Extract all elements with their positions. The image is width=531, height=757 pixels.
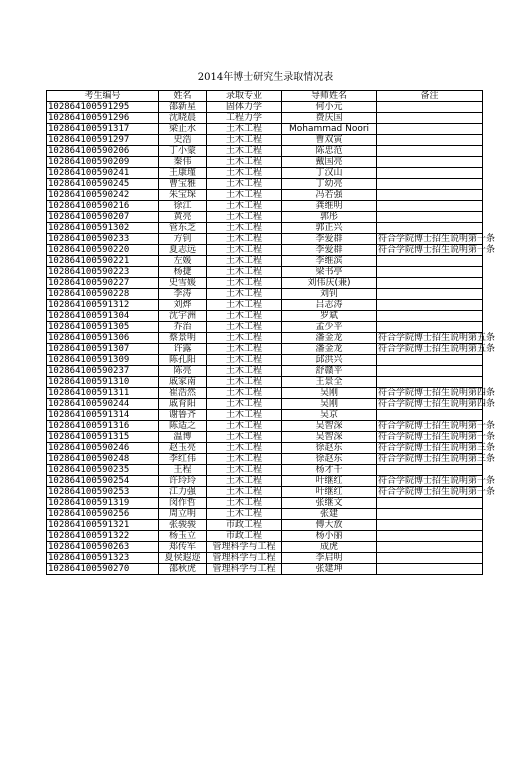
cell-name: 杨玉立 <box>159 531 207 542</box>
table-body <box>47 102 496 575</box>
table-row <box>47 399 483 410</box>
cell-candidate-id: 102864100591317 <box>47 124 159 135</box>
table-row <box>47 179 483 190</box>
cell-remarks: 符合学院博士招生说明第一条 <box>378 476 496 486</box>
cell-advisor: 曹双寅 <box>282 135 377 146</box>
cell-advisor: 丁汉山 <box>282 168 377 179</box>
cell-name: 王程 <box>159 465 207 476</box>
cell-candidate-id: 102864100590245 <box>47 179 159 190</box>
table-row <box>47 234 483 245</box>
cell-candidate-id: 102864100590206 <box>47 146 159 157</box>
cell-name: 蔡景明 <box>159 333 207 344</box>
cell-major: 工程力学 <box>207 113 282 124</box>
cell-major: 土木工程 <box>207 168 282 179</box>
cell-major: 土木工程 <box>207 311 282 322</box>
cell-name: 乔治 <box>159 322 207 333</box>
cell-major: 土木工程 <box>207 377 282 388</box>
cell-remarks <box>377 157 483 168</box>
table-row <box>47 509 483 520</box>
cell-candidate-id: 102864100590207 <box>47 212 159 223</box>
cell-advisor: 王景全 <box>282 377 377 388</box>
cell-advisor: 刘伟庆(兼) <box>282 278 377 289</box>
cell-candidate-id: 102864100591312 <box>47 300 159 311</box>
cell-advisor: 吴刚 <box>282 388 377 399</box>
cell-remarks <box>377 410 483 421</box>
cell-major: 土木工程 <box>207 267 282 278</box>
cell-remarks <box>377 509 483 520</box>
cell-candidate-id: 102864100590241 <box>47 168 159 179</box>
cell-advisor: 丁幼亮 <box>282 179 377 190</box>
cell-remarks: 符合学院博士招生说明第四条 <box>378 399 496 409</box>
cell-candidate-id: 102864100591305 <box>47 322 159 333</box>
cell-advisor: 潘金龙 <box>282 333 377 344</box>
cell-candidate-id: 102864100591323 <box>47 553 159 564</box>
cell-advisor: 梁书亭 <box>282 267 377 278</box>
cell-candidate-id: 102864100590221 <box>47 256 159 267</box>
cell-name: 周立明 <box>159 509 207 520</box>
cell-name: 曹宝雅 <box>159 179 207 190</box>
table-row <box>47 190 483 201</box>
cell-candidate-id: 102864100591319 <box>47 498 159 509</box>
cell-name: 管东芝 <box>159 223 207 234</box>
cell-name: 梁止水 <box>159 124 207 135</box>
cell-name: 左媛 <box>159 256 207 267</box>
cell-remarks <box>377 300 483 311</box>
cell-name: 史浩 <box>159 135 207 146</box>
cell-remarks <box>377 498 483 509</box>
table-row <box>47 476 483 487</box>
table-row <box>47 256 483 267</box>
cell-remarks <box>377 223 483 234</box>
cell-remarks <box>377 256 483 267</box>
table-row <box>47 146 483 157</box>
cell-candidate-id: 102864100590246 <box>47 443 159 454</box>
cell-candidate-id: 102864100590242 <box>47 190 159 201</box>
cell-major: 土木工程 <box>207 465 282 476</box>
cell-candidate-id: 102864100591295 <box>47 102 159 113</box>
cell-name: 谢鲁齐 <box>159 410 207 421</box>
cell-remarks <box>377 278 483 289</box>
cell-candidate-id: 102864100591314 <box>47 410 159 421</box>
cell-candidate-id: 102864100591315 <box>47 432 159 443</box>
cell-candidate-id: 102864100591321 <box>47 520 159 531</box>
cell-candidate-id: 102864100591309 <box>47 355 159 366</box>
cell-major: 土木工程 <box>207 454 282 465</box>
cell-remarks <box>377 179 483 190</box>
cell-remarks <box>377 146 483 157</box>
cell-name: 夏侯遐迩 <box>159 553 207 564</box>
cell-candidate-id: 102864100591297 <box>47 135 159 146</box>
cell-name: 许露 <box>159 344 207 355</box>
cell-major: 土木工程 <box>207 498 282 509</box>
cell-candidate-id: 102864100590254 <box>47 476 159 487</box>
cell-major: 土木工程 <box>207 124 282 135</box>
table-row <box>47 300 483 311</box>
cell-candidate-id: 102864100591296 <box>47 113 159 124</box>
cell-major: 土木工程 <box>207 410 282 421</box>
table-row <box>47 201 483 212</box>
cell-major: 土木工程 <box>207 245 282 256</box>
cell-advisor: 成虎 <box>282 542 377 553</box>
cell-major: 土木工程 <box>207 476 282 487</box>
cell-remarks: 符合学院博士招生说明第三条 <box>378 454 496 464</box>
cell-candidate-id: 102864100590263 <box>47 542 159 553</box>
table-row <box>47 553 483 564</box>
table-row <box>47 212 483 223</box>
cell-advisor: 吴京 <box>282 410 377 421</box>
cell-name: 戚育阳 <box>159 399 207 410</box>
table-row <box>47 102 483 113</box>
cell-name: 刘烨 <box>159 300 207 311</box>
cell-advisor: 龚维明 <box>282 201 377 212</box>
cell-remarks <box>377 311 483 322</box>
cell-major: 土木工程 <box>207 201 282 212</box>
cell-major: 土木工程 <box>207 344 282 355</box>
cell-name: 闵作哲 <box>159 498 207 509</box>
cell-candidate-id: 102864100590270 <box>47 564 159 575</box>
cell-remarks <box>377 168 483 179</box>
cell-candidate-id: 102864100590209 <box>47 157 159 168</box>
cell-advisor: 张建坤 <box>282 564 377 575</box>
cell-name: 邵秋虎 <box>159 564 207 575</box>
cell-major: 土木工程 <box>207 487 282 498</box>
cell-advisor: 冯若强 <box>282 190 377 201</box>
cell-candidate-id: 102864100590216 <box>47 201 159 212</box>
cell-name: 夏志远 <box>159 245 207 256</box>
header-advisor: 导师姓名 <box>282 91 377 102</box>
cell-candidate-id: 102864100590223 <box>47 267 159 278</box>
cell-advisor: 刘钊 <box>282 289 377 300</box>
cell-major: 土木工程 <box>207 388 282 399</box>
cell-candidate-id: 102864100591304 <box>47 311 159 322</box>
cell-candidate-id: 102864100591306 <box>47 333 159 344</box>
cell-remarks: 符合学院博士招生说明第一条 <box>378 245 496 255</box>
cell-major: 土木工程 <box>207 212 282 223</box>
header-row <box>47 91 483 102</box>
cell-advisor: 郭正兴 <box>282 223 377 234</box>
cell-advisor: 邱洪兴 <box>282 355 377 366</box>
table-row <box>47 366 483 377</box>
cell-major: 土木工程 <box>207 223 282 234</box>
cell-major: 土木工程 <box>207 399 282 410</box>
header-candidate-id: 考生编号 <box>47 91 159 102</box>
table-row <box>47 564 483 575</box>
cell-remarks <box>377 465 483 476</box>
cell-major: 土木工程 <box>207 256 282 267</box>
cell-advisor: 傅大放 <box>282 520 377 531</box>
cell-major: 管理科学与工程 <box>207 553 282 564</box>
cell-candidate-id: 102864100590244 <box>47 399 159 410</box>
cell-remarks: 符合学院博士招生说明第五条 <box>378 344 496 354</box>
cell-name: 陈适之 <box>159 421 207 432</box>
table-row <box>47 542 483 553</box>
cell-name: 张骏骏 <box>159 520 207 531</box>
cell-remarks <box>377 289 483 300</box>
cell-advisor: 戴国亮 <box>282 157 377 168</box>
cell-remarks <box>377 542 483 553</box>
table-row <box>47 135 483 146</box>
cell-name: 徐江 <box>159 201 207 212</box>
cell-remarks <box>377 102 483 113</box>
cell-name: 王康瑾 <box>159 168 207 179</box>
table-row <box>47 289 483 300</box>
cell-advisor: 李爱群 <box>282 234 377 245</box>
cell-candidate-id: 102864100590256 <box>47 509 159 520</box>
table-row <box>47 157 483 168</box>
cell-major: 土木工程 <box>207 157 282 168</box>
cell-name: 李红伟 <box>159 454 207 465</box>
cell-advisor: 罗斌 <box>282 311 377 322</box>
cell-advisor: 杨才千 <box>282 465 377 476</box>
cell-remarks <box>377 377 483 388</box>
table-row <box>47 432 483 443</box>
cell-major: 管理科学与工程 <box>207 542 282 553</box>
cell-advisor: 吕志涛 <box>282 300 377 311</box>
cell-advisor: 陈忠范 <box>282 146 377 157</box>
table-row <box>47 168 483 179</box>
table-row <box>47 454 483 465</box>
cell-major: 土木工程 <box>207 366 282 377</box>
cell-remarks: 符合学院博士招生说明第一条 <box>378 432 496 442</box>
header-name: 姓名 <box>159 91 207 102</box>
table-row <box>47 487 483 498</box>
cell-advisor: 徐赵东 <box>282 454 377 465</box>
cell-major: 土木工程 <box>207 289 282 300</box>
table-row <box>47 421 483 432</box>
table-row <box>47 520 483 531</box>
cell-name: 许玲玲 <box>159 476 207 487</box>
cell-advisor: 李启明 <box>282 553 377 564</box>
cell-remarks: 符合学院博士招生说明第一条 <box>378 234 496 244</box>
table-title: 2014年博士研究生录取情况表 <box>197 72 334 83</box>
cell-name: 方钊 <box>159 234 207 245</box>
cell-name: 丁小蒙 <box>159 146 207 157</box>
table-row <box>47 443 483 454</box>
table-row <box>47 355 483 366</box>
cell-major: 市政工程 <box>207 531 282 542</box>
cell-name: 陈孔阳 <box>159 355 207 366</box>
cell-major: 土木工程 <box>207 509 282 520</box>
table-row <box>47 377 483 388</box>
cell-remarks <box>377 135 483 146</box>
cell-major: 土木工程 <box>207 190 282 201</box>
cell-major: 土木工程 <box>207 443 282 454</box>
header-major: 录取专业 <box>207 91 282 102</box>
table-row <box>47 278 483 289</box>
cell-advisor: 张建 <box>282 509 377 520</box>
cell-remarks: 符合学院博士招生说明第一条 <box>378 487 496 497</box>
table-row <box>47 531 483 542</box>
table-row <box>47 410 483 421</box>
cell-advisor: 张继文 <box>282 498 377 509</box>
cell-remarks <box>377 531 483 542</box>
cell-remarks <box>377 355 483 366</box>
cell-candidate-id: 102864100590227 <box>47 278 159 289</box>
cell-name: 戚家南 <box>159 377 207 388</box>
cell-advisor: 郭彤 <box>282 212 377 223</box>
cell-name: 赵玉亮 <box>159 443 207 454</box>
cell-candidate-id: 102864100591322 <box>47 531 159 542</box>
cell-name: 朱宝琛 <box>159 190 207 201</box>
cell-major: 管理科学与工程 <box>207 564 282 575</box>
table-row <box>47 344 483 355</box>
cell-major: 土木工程 <box>207 421 282 432</box>
cell-advisor: 徐赵东 <box>282 443 377 454</box>
table-row <box>47 124 483 135</box>
table-row <box>47 322 483 333</box>
cell-remarks: 符合学院博士招生说明第一条 <box>378 421 496 431</box>
cell-major: 土木工程 <box>207 146 282 157</box>
cell-remarks: 符合学院博士招生说明第四条 <box>378 388 496 398</box>
cell-candidate-id: 102864100590248 <box>47 454 159 465</box>
cell-remarks <box>377 190 483 201</box>
table-row <box>47 311 483 322</box>
cell-major: 市政工程 <box>207 520 282 531</box>
cell-remarks <box>377 267 483 278</box>
cell-advisor: 吴智深 <box>282 432 377 443</box>
cell-major: 土木工程 <box>207 333 282 344</box>
cell-candidate-id: 102864100591311 <box>47 388 159 399</box>
cell-name: 秦伟 <box>159 157 207 168</box>
cell-major: 土木工程 <box>207 355 282 366</box>
cell-remarks <box>377 564 483 575</box>
cell-candidate-id: 102864100590237 <box>47 366 159 377</box>
cell-major: 土木工程 <box>207 322 282 333</box>
cell-remarks <box>377 366 483 377</box>
cell-advisor: 吴刚 <box>282 399 377 410</box>
cell-major: 土木工程 <box>207 432 282 443</box>
cell-remarks <box>377 113 483 124</box>
cell-remarks <box>377 201 483 212</box>
cell-remarks: 符合学院博士招生说明第三条 <box>378 443 496 453</box>
admission-table <box>46 90 496 575</box>
cell-name: 崔浩然 <box>159 388 207 399</box>
cell-remarks <box>377 124 483 135</box>
cell-candidate-id: 102864100590220 <box>47 245 159 256</box>
cell-name: 黄亮 <box>159 212 207 223</box>
table-row <box>47 498 483 509</box>
cell-major: 土木工程 <box>207 179 282 190</box>
cell-advisor: Mohammad Noori <box>282 124 377 135</box>
cell-advisor: 舒赣平 <box>282 366 377 377</box>
cell-advisor: 费庆国 <box>282 113 377 124</box>
cell-candidate-id: 102864100590228 <box>47 289 159 300</box>
cell-advisor: 吴智深 <box>282 421 377 432</box>
cell-remarks <box>377 553 483 564</box>
cell-major: 土木工程 <box>207 278 282 289</box>
cell-name: 李涛 <box>159 289 207 300</box>
cell-candidate-id: 102864100590253 <box>47 487 159 498</box>
cell-name: 邵新星 <box>159 102 207 113</box>
cell-advisor: 叶继红 <box>282 487 377 498</box>
table-row <box>47 333 483 344</box>
table-row <box>47 388 483 399</box>
cell-candidate-id: 102864100590235 <box>47 465 159 476</box>
table-row <box>47 267 483 278</box>
cell-remarks: 符合学院博士招生说明第五条 <box>378 333 496 343</box>
table-row <box>47 223 483 234</box>
cell-name: 史雪媛 <box>159 278 207 289</box>
cell-candidate-id: 102864100591310 <box>47 377 159 388</box>
cell-name: 沈宇洲 <box>159 311 207 322</box>
cell-name: 温博 <box>159 432 207 443</box>
table-row <box>47 113 483 124</box>
cell-advisor: 潘金龙 <box>282 344 377 355</box>
cell-candidate-id: 102864100591316 <box>47 421 159 432</box>
cell-advisor: 叶继红 <box>282 476 377 487</box>
cell-advisor: 何小元 <box>282 102 377 113</box>
table-row <box>47 465 483 476</box>
cell-candidate-id: 102864100590233 <box>47 234 159 245</box>
cell-remarks <box>377 322 483 333</box>
cell-candidate-id: 102864100591307 <box>47 344 159 355</box>
cell-advisor: 李维滨 <box>282 256 377 267</box>
cell-major: 土木工程 <box>207 300 282 311</box>
cell-remarks <box>377 520 483 531</box>
table-row <box>47 245 483 256</box>
cell-remarks <box>377 212 483 223</box>
cell-name: 郑传军 <box>159 542 207 553</box>
cell-name: 杨捷 <box>159 267 207 278</box>
cell-candidate-id: 102864100591302 <box>47 223 159 234</box>
cell-major: 土木工程 <box>207 135 282 146</box>
cell-name: 陈亮 <box>159 366 207 377</box>
cell-advisor: 孟少平 <box>282 322 377 333</box>
cell-major: 土木工程 <box>207 234 282 245</box>
header-remarks: 备注 <box>377 91 483 102</box>
cell-advisor: 杨小丽 <box>282 531 377 542</box>
cell-name: 江力强 <box>159 487 207 498</box>
cell-major: 固体力学 <box>207 102 282 113</box>
cell-advisor: 李爱群 <box>282 245 377 256</box>
cell-name: 沈晓晨 <box>159 113 207 124</box>
